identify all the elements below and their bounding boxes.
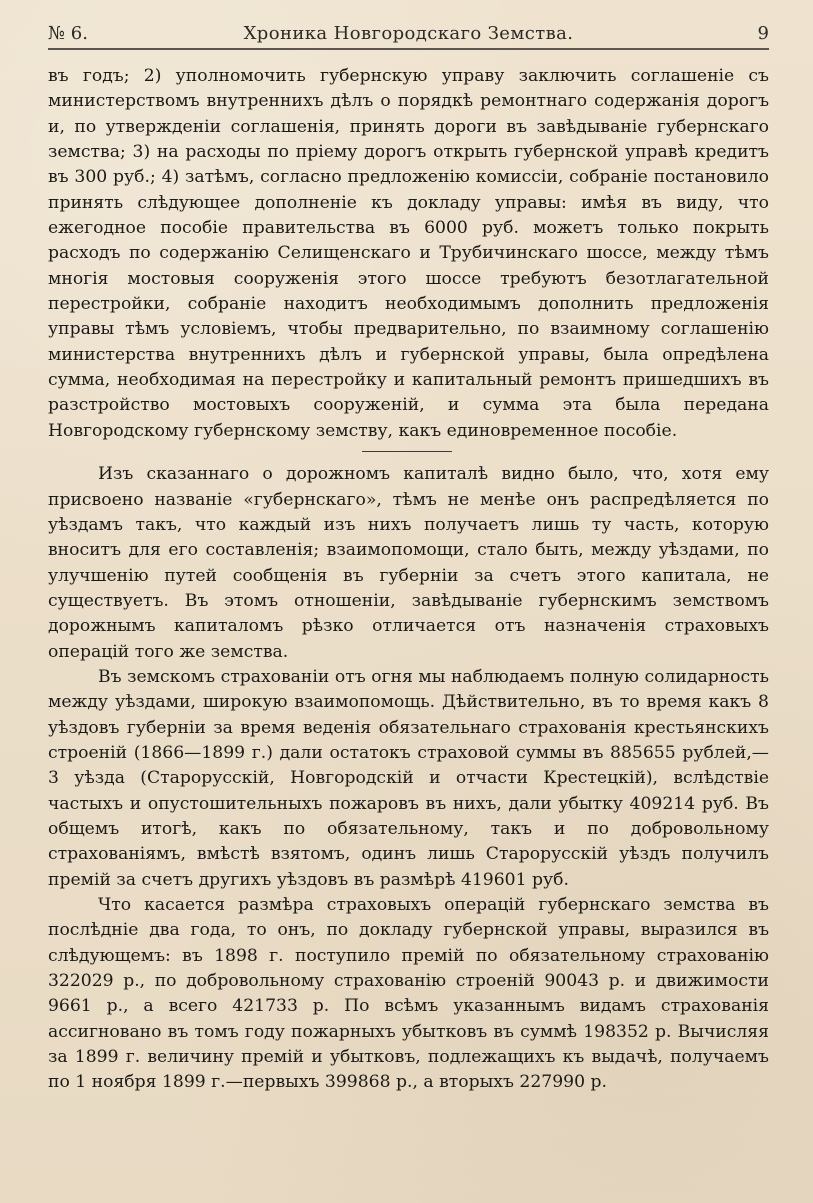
- paragraph-1: въ годъ; 2) уполномочить губернскую управу заключить соглашеніе съ министерствомъ внутреннихъ дѣлъ о порядкѣ ремонтнаго содержанія дорогъ и, по утвержденіи соглашенія, принять дороги въ завѣдываніе губернскаго земства; 3) на расходы по пріему дорогъ открыть губернской управѣ кредитъ въ 300 руб.; 4) затѣмъ, согласно предложенію комиссіи, собраніе постановило принять слѣдующее дополненіе къ докладу управы: имѣя въ виду, что ежегодное пособіе правительства въ 6000 руб. можетъ только покрыть расходъ по содержанію Селищенскаго и Трубичинскаго шоссе, между тѣмъ многія мостовыя сооруженія этого шоссе требуютъ безотлагательной перестройки, собраніе находитъ необходимымъ дополнить предложенія управы тѣмъ условіемъ, чтобы предварительно, по взаимному соглашенію министерства внутреннихъ дѣлъ и губернской управы, была опредѣлена сумма, необходимая на перестройку и капитальный ремонтъ пришедшихъ въ разстройство мостовыхъ сооруженій, и сумма эта была передана Новгородскому губернскому земству, какъ единовременное пособіе.: [48, 66, 769, 441]
- page-number: 9: [757, 23, 769, 44]
- section-divider: [48, 444, 769, 462]
- journal-title: Хроника Новгородскаго Земства.: [243, 23, 574, 44]
- main-text: [48, 64, 769, 1096]
- paragraph-2: Изъ сказаннаго о дорожномъ капиталѣ видно было, что, хотя ему присвоено названіе «губернскаго», тѣмъ не менѣе онъ распредѣляется по уѣздамъ такъ, что каждый изъ нихъ получаетъ лишь ту часть, которую вноситъ для его составленія; взаимопомощи, стало быть, между уѣздами, по улучшенію путей сообщенія въ губерніи за счетъ этого капитала, не существуетъ. Въ этомъ отношеніи, завѣдываніе губернскимъ земствомъ дорожнымъ капиталомъ рѣзко отличается отъ назначенія страховыхъ операцій того же земства.: [48, 464, 769, 662]
- paragraph-3: Въ земскомъ страхованіи отъ огня мы наблюдаемъ полную солидарность между уѣздами, широкую взаимопомощь. Дѣйствительно, въ то время какъ 8 уѣздовъ губерніи за время веденія обязательнаго страхованія крестьянскихъ строеній (1866—1899 г.) дали остатокъ страховой суммы въ 885655 рублей,—3 уѣзда (Старорусскій, Новгородскій и отчасти Крестецкій), вслѣдствіе частыхъ и опустошительныхъ пожаровъ въ нихъ, дали убытку 409214 руб. Въ общемъ итогѣ, какъ по обязательному, такъ и по добровольному страхованіямъ, вмѣстѣ взятомъ, одинъ лишь Старорусскій уѣздъ получилъ премій за счетъ другихъ уѣздовъ въ размѣрѣ 419601 руб.: [48, 666, 769, 890]
- paragraph-4: Что касается размѣра страховыхъ операцій губернскаго земства въ послѣдніе два года, то онъ, по докладу губернской управы, выразился въ слѣдующемъ: въ 1898 г. поступило премій по обязательному страхованію 322029 р., по добровольному страхованію строеній 90043 р. и движимости 9661 р., а всего 421733 р. По всѣмъ указаннымъ видамъ страхованія ассигновано въ томъ году пожарныхъ убытковъ въ суммѣ 198352 р. Вычисляя за 1899 г. величину премій и убытковъ, подлежащихъ къ выдачѣ, получаемъ по 1 ноября 1899 г.—первыхъ 399868 р., а вторыхъ 227990 р.: [48, 895, 769, 1093]
- issue-number: № 6.: [48, 23, 88, 44]
- page-header: [48, 20, 769, 50]
